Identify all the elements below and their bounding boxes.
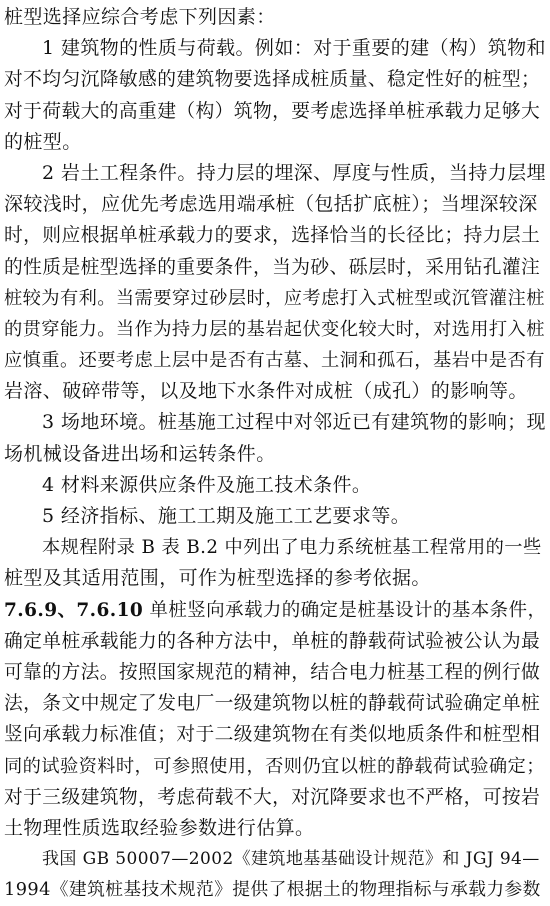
text-line: 桩型选择应综合考虑下列因素：	[4, 6, 276, 28]
closing-line-2: 1994《建筑桩基技术规范》提供了根据土的物理指标与承载力参数	[4, 880, 541, 901]
text-line: 5 经济指标、施工工期及施工工艺要求等。	[42, 505, 411, 527]
text-line: 对于荷载大的高重建（构）筑物，要考虑选择单桩承载力足够大	[4, 100, 541, 122]
section-body-text	[4, 626, 546, 844]
text-line: 桩较为有利。当需要穿过砂层时，应考虑打入式桩型或沉管灌注桩	[4, 287, 545, 309]
text-line: 场机械设备进出场和运转条件。	[4, 442, 276, 465]
text-line: 桩型及其适用范围，可作为桩型选择的参考依据。	[4, 567, 431, 590]
text-line: 3 场地环境。桩基施工过程中对邻近已有建筑物的影响；现	[42, 411, 546, 434]
text-line: 竖向承载力标准值；对于二级建筑物在有类似地质条件和桩型相	[4, 724, 541, 746]
section-heading-text: 单桩竖向承载力的确定是桩基设计的基本条件，	[143, 599, 547, 621]
text-line: 对于三级建筑物，考虑荷载不大，对沉降要求也不严格，可按岩	[4, 786, 541, 808]
text-line: 本规程附录 B 表 B.2 中列出了电力系统桩基工程常用的一些	[42, 537, 542, 559]
text-line: 的贯穿能力。当作为持力层的基岩起伏变化较大时，对选用打入桩	[4, 318, 545, 340]
section-number: 7.6.9、7.6.10	[4, 599, 144, 621]
text-line: 的性质是桩型选择的重要条件，当为砂、砾层时，采用钻孔灌注	[4, 256, 541, 278]
text-line: 可靠的方法。按照国家规范的精神，结合电力桩基工程的例行做	[4, 661, 541, 683]
text-line: 应慎重。还要考虑上层中是否有古墓、土洞和孤石，基岩中是否有	[4, 350, 545, 372]
text-line: 1 建筑物的性质与荷载。例如：对于重要的建（构）筑物和	[42, 37, 546, 60]
document-page	[4, 2, 546, 906]
text-line: 确定单桩承载能力的各种方法中，单桩的静载荷试验被公认为最	[4, 630, 541, 652]
factors-text	[4, 2, 546, 595]
text-line: 土物理性质选取经验参数进行估算。	[4, 816, 315, 839]
text-line: 的桩型。	[4, 130, 82, 153]
text-line: 同的试验资料时，可参照使用，否则仍宜以桩的静载荷试验确定；	[4, 755, 545, 777]
text-line: 4 材料来源供应条件及施工技术条件。	[42, 473, 372, 496]
text-line: 2 岩土工程条件。持力层的埋深、厚度与性质，当持力层埋	[42, 161, 546, 184]
text-line: 岩溶、破碎带等，以及地下水条件对成桩（成孔）的影响等。	[4, 380, 528, 403]
text-line: 深较浅时，应优先考虑选用端承桩（包括扩底桩）；当埋深较深	[4, 193, 538, 216]
closing-line-1: 我国 GB 50007—2002《建筑地基基础设计规范》和 JGJ 94—	[42, 849, 540, 870]
text-line: 时，则应根据单桩承载力的要求，选择恰当的长径比；持力层土	[4, 225, 541, 247]
section-heading-line	[4, 595, 546, 626]
text-line: 法，条文中规定了发电厂一级建筑物以桩的静载荷试验确定单桩	[4, 693, 541, 715]
text-line: 对不均匀沉降敏感的建筑物要选择成桩质量、稳定性好的桩型；	[4, 69, 541, 91]
